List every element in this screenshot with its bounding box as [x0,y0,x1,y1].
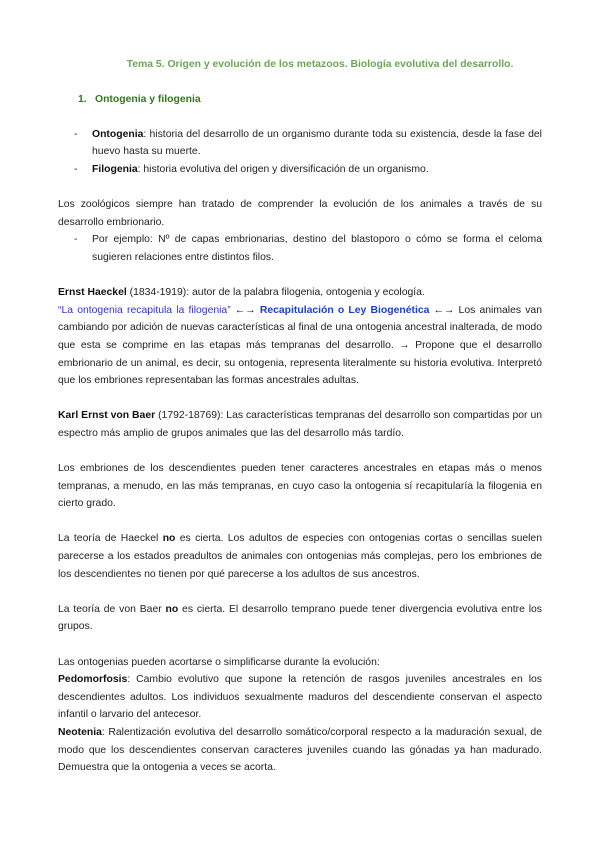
document-title: Tema 5. Origen y evolución de los metazoos. Biología evolutiva del desarrollo. [126,59,514,70]
pedomorfosis-paragraph: Pedomorfosis: Cambio evolutivo que supone la retención de rasgos juveniles ancestrales en los descendientes adultos. Los individuos sexualmente maduros del descendiente conservan el aspecto infantil o larvario del antecesor. [58,674,542,721]
author-name: Ernst Haeckel [58,287,127,299]
paragraph: La teoría de Haeckel no es cierta. Los adultos de especies con ontogenias cortas o sencillas suelen parecerse a los estados preadultos de animales con ontogenias más complejas, pero los embriones de los descendientes no tienen por qué parecerse a los adultos de sus ancestros. [58,533,542,580]
term: Filogenia [92,163,138,175]
list-item: - Ontogenia: historia del desarrollo de un organismo durante toda su existencia, desde la fase del huevo hasta su muerte. [74,128,542,158]
list-item: - Por ejemplo: Nº de capas embrionarias, destino del blastoporo o cómo se forma el celoma sugieren relaciones entre distintos filos. [74,234,542,263]
paragraph: La teoría de von Baer no es cierta. El desarrollo temprano puede tener divergencia evolutiva entre los grupos. [58,603,543,633]
example-list [58,231,542,266]
quote: “La ontogenia recapitula la filogenia” [58,304,231,316]
list-item: - Filogenia: historia evolutiva del origen y diversificación de un organismo. [74,163,429,175]
definitions-list [58,126,542,179]
paragraph: Los embriones de los descendientes pueden tener caracteres ancestrales en etapas más o menos tempranas, a menudo, en las más tempranas, en cuyo caso la ontogenia sí recapitularía la filogenia en cierto grado. [58,463,542,510]
author-name: Karl Ernst von Baer [58,410,156,422]
neotenia-paragraph: Neotenia: Ralentización evolutiva del desarrollo somático/corporal respecto a la maduración sexual, de modo que los descendientes conservan caracteres juveniles cuando las gónadas ya han madurado. Demuestra que la ontogenia a veces se acorta. [58,726,542,774]
section-heading [58,91,542,109]
paragraph: Los zoológicos siempre han tratado de comprender la evolución de los animales a través de su desarrollo embrionario. [58,199,542,228]
term: Neotenia [58,726,102,738]
section-number: 1. [78,93,87,105]
term: Pedomorfosis [58,674,128,686]
baer-paragraph: Karl Ernst von Baer (1792-18769): Las características tempranas del desarrollo son compartidas por un espectro más amplio de grupos animales que las del desarrollo más tardío. [58,410,542,439]
paragraph: Las ontogenias pueden acortarse o simplificarse durante la evolución: [58,656,380,668]
section-label: Ontogenia y filogenia [95,93,201,105]
law-name: Recapitulación o Ley Biogenética [259,304,430,316]
haeckel-paragraph: Ernst Haeckel (1834-1919): autor de la palabra filogenia, ontogenia y ecología. “La ontogenia recapitula la filogenia” ←→ Recapitulación o Ley Biogenética ←→ Los animales van cambiando por adición de nuevas características al final de una ontogenia ancestral inalterada, de modo que esta se comprime en las etapas más tempranas del desarrollo. → Propone que el desarrollo embrionario de un animal, es decir, su ontogenia, representa literalmente su historia evolutiva. Interpretó que los embriones representaban las formas ancestrales adultas. [58,287,542,387]
term: Ontogenia [92,128,144,140]
